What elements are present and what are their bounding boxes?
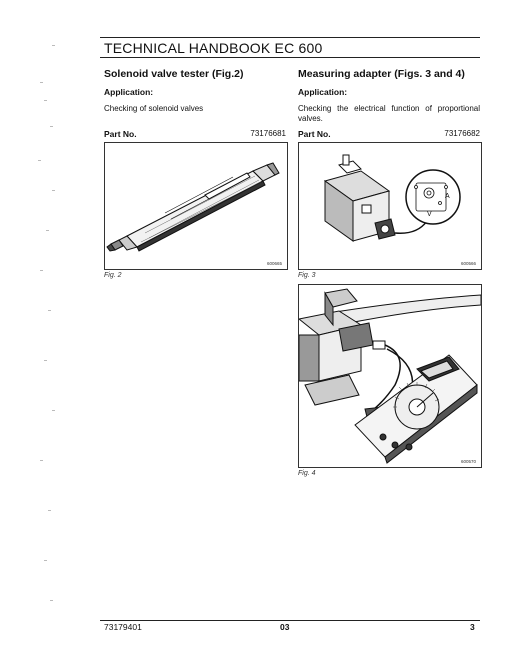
header-bottom-rule — [100, 57, 480, 58]
figure-2-box — [104, 142, 288, 270]
figure-3-box — [298, 142, 482, 270]
left-heading: Solenoid valve tester (Fig.2) — [104, 68, 244, 80]
page-title: TECHNICAL HANDBOOK EC 600 — [104, 40, 323, 56]
measuring-adapter-illustration — [299, 143, 481, 269]
footer-section: 03 — [280, 622, 290, 632]
right-part-label: Part No. — [298, 129, 331, 139]
right-application-text: Checking the electrical function of proportional valves. — [298, 104, 480, 123]
meter-a-letter: A — [445, 193, 450, 200]
left-part-label: Part No. — [104, 129, 137, 139]
right-application-label: Application: — [298, 87, 348, 97]
meter-v-letter: V — [427, 211, 432, 218]
figure-2-caption: Fig. 2 — [104, 272, 122, 279]
figure-4-code: 600570 — [460, 459, 476, 464]
footer-doc-number: 73179401 — [104, 622, 142, 632]
right-part-number: 73176682 — [444, 129, 480, 138]
multimeter-measurement-illustration — [299, 285, 481, 467]
footer-rule — [100, 620, 480, 621]
header-top-rule — [100, 37, 480, 38]
left-part-number: 73176681 — [250, 129, 286, 138]
right-heading: Measuring adapter (Figs. 3 and 4) — [298, 68, 465, 80]
figure-3-caption: Fig. 3 — [298, 272, 316, 279]
footer-page-number: 3 — [470, 622, 475, 632]
solenoid-valve-tester-illustration — [105, 143, 287, 269]
figure-4-box — [298, 284, 482, 468]
figure-2-code: 600665 — [266, 261, 282, 266]
left-application-text: Checking of solenoid valves — [104, 104, 204, 113]
figure-3-code: 600566 — [460, 261, 476, 266]
figure-4-caption: Fig. 4 — [298, 470, 316, 477]
left-application-label: Application: — [104, 87, 154, 97]
